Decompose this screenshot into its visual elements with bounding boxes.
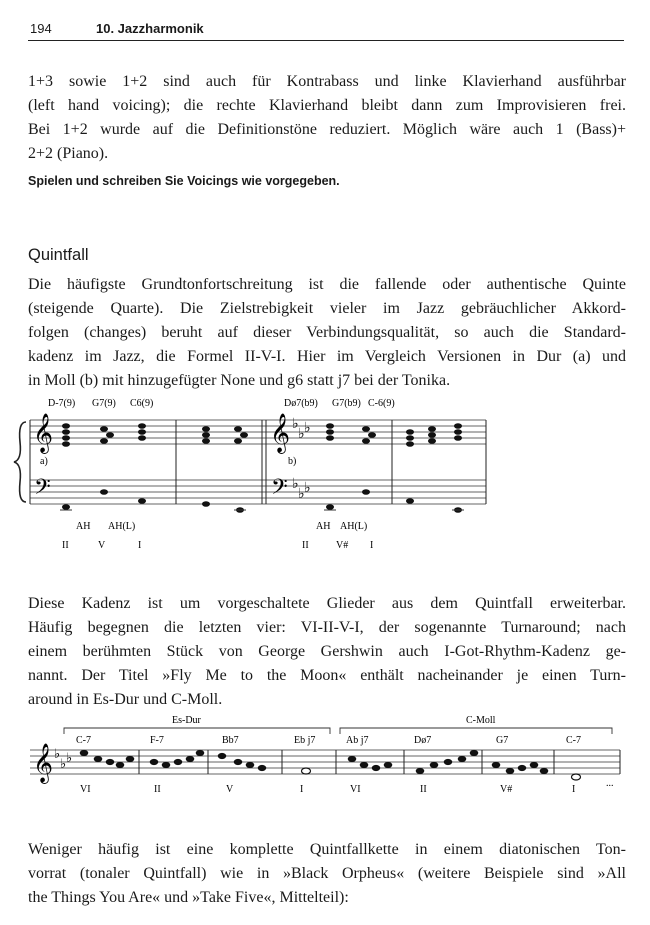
section-title: Quintfall (28, 246, 89, 264)
page-header (28, 18, 624, 41)
text-line: 1+3 sowie 1+2 sind auch für Kontrabass und linke Klavierhand ausführbar (28, 73, 626, 90)
key-section-label: Es-Dur (172, 715, 201, 726)
paragraph-turnaround (28, 592, 626, 712)
chord-symbol: G7(b9) (332, 398, 361, 409)
text-line: vorrat (tonaler Quintfall) wie in »Black Orpheus« (weitere Beispiele sind »All (28, 865, 626, 882)
page-number: 194 (30, 21, 52, 36)
function-label: I (300, 784, 304, 795)
text-line: folgen (changes) beruht auf dieser Verbindungsqualität, so auch die Standard- (28, 324, 626, 341)
text-line: (steigende Quarte). Die Zielstrebigkeit vieler im Jazz gebräuchlicher Akkord- (28, 300, 626, 317)
brace (14, 422, 26, 502)
svg-text:♭: ♭ (298, 487, 305, 502)
part-label: b) (288, 456, 297, 467)
function-label: VI (80, 784, 91, 795)
svg-text:♭: ♭ (304, 481, 311, 496)
chord-symbol: G7 (496, 735, 509, 746)
chord-symbol: D-7(9) (48, 398, 76, 409)
bass-staff (30, 480, 486, 504)
svg-text:♭: ♭ (60, 756, 67, 771)
chord-symbol: Eb j7 (294, 735, 316, 746)
text-line: (left hand voicing); die rechte Klavierhand bleibt dann zum Improvisieren frei. (28, 97, 626, 114)
function-label: VI (350, 784, 361, 795)
voicing-label: AH(L) (340, 521, 368, 532)
chord-symbol: C-6(9) (368, 398, 395, 409)
chord-symbol: G7(9) (92, 398, 116, 409)
text-line: 2+2 (Piano). (28, 145, 109, 162)
function-label: II (302, 540, 309, 551)
barlines (30, 420, 486, 504)
bass-clef-icon: 𝄢 (271, 475, 288, 504)
treble-clef-icon: 𝄞 (33, 745, 54, 782)
ellipsis: ... (606, 778, 614, 789)
function-label: V# (500, 784, 513, 795)
text-line: the Things You Are« und »Take Five«, Mittelteil): (28, 889, 349, 906)
music-example-cadence (0, 392, 650, 562)
text-line: in Moll (b) mit hinzugefügter None und g6 statt j7 bei der Tonika. (28, 372, 451, 389)
text-line: Häufig begegnen die letzten vier: VI-II-V-I, der sogenannte Turnaround; nach (28, 619, 626, 636)
text-line: around in Es-Dur und C-Moll. (28, 691, 223, 708)
treble-clef-icon: 𝄞 (33, 415, 54, 452)
function-label: V (98, 540, 106, 551)
chord-symbol: Dø7(b9) (284, 398, 318, 409)
chord-symbol: Bb7 (222, 735, 239, 746)
text-line: Die häufigste Grundtonfortschreitung ist die fallende oder authentische Quinte (28, 276, 626, 293)
function-label: I (370, 540, 374, 551)
function-label: V (226, 784, 234, 795)
svg-text:♭: ♭ (66, 750, 73, 765)
svg-text:♭: ♭ (292, 477, 299, 492)
chord-symbol: C-7 (76, 735, 91, 746)
function-label: I (138, 540, 142, 551)
paragraph-quintfallkette (28, 838, 626, 910)
text-line: nannt. Der Titel »Fly Me to the Moon« enthält nacheinander je einen Turn- (28, 667, 626, 684)
text-line: Bei 1+2 wurde auf die Definitionstöne reduziert. Möglich wäre auch 1 (Bass)+ (28, 121, 626, 138)
svg-text:♭: ♭ (292, 417, 299, 432)
function-label: II (154, 784, 161, 795)
svg-text:♭: ♭ (54, 746, 61, 761)
text-line: Weniger häufig ist eine komplette Quintfallkette in einem diatonischen Ton- (28, 841, 626, 858)
function-label: II (420, 784, 427, 795)
function-label: II (62, 540, 69, 551)
text-line: kadenz im Jazz, die Formel II-V-I. Hier im Vergleich Versionen in Dur (a) und (28, 348, 626, 365)
voicing-label: AH (316, 521, 331, 532)
chord-symbol: C6(9) (130, 398, 154, 409)
treble-staff (30, 420, 486, 444)
treble-clef-icon: 𝄞 (270, 415, 291, 452)
text-line: Diese Kadenz ist um vorgeschaltete Glieder aus dem Quintfall erweiterbar. (28, 595, 626, 612)
chord-symbol: C-7 (566, 735, 581, 746)
part-label: a) (40, 456, 48, 467)
exercise-instruction: Spielen und schreiben Sie Voicings wie vorgegeben. (28, 174, 340, 188)
voicing-label: AH(L) (108, 521, 136, 532)
voicing-label: AH (76, 521, 91, 532)
chapter-title: 10. Jazzharmonik (96, 21, 204, 36)
function-label: V# (336, 540, 349, 551)
chord-symbol: Ab j7 (346, 735, 369, 746)
music-example-fly-me (0, 712, 650, 808)
svg-text:♭: ♭ (298, 427, 305, 442)
paragraph-voicing (28, 70, 626, 166)
chord-symbol: F-7 (150, 735, 164, 746)
bass-clef-icon: 𝄢 (34, 475, 51, 504)
chord-symbol: Dø7 (414, 735, 432, 746)
paragraph-quintfall (28, 273, 626, 393)
function-label: I (572, 784, 576, 795)
key-section-label: C-Moll (466, 715, 496, 726)
section-brackets (64, 728, 612, 734)
svg-text:♭: ♭ (304, 421, 311, 436)
text-line: einem berühmten Stück von George Gershwin auch I-Got-Rhythm-Kadenz ge- (28, 643, 626, 660)
